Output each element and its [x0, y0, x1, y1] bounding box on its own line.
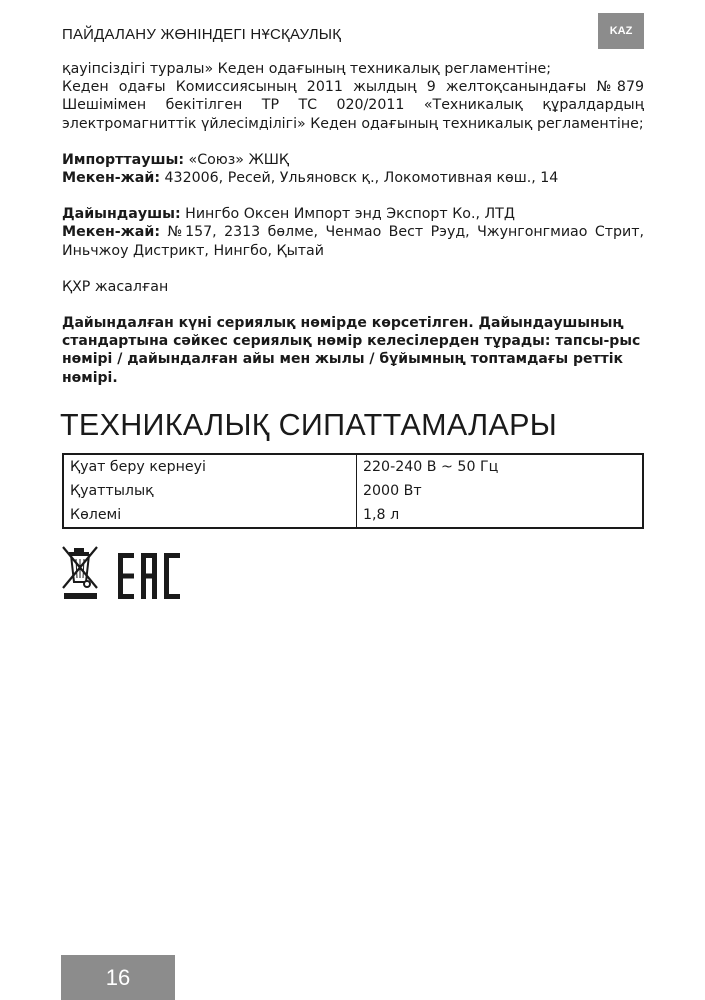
made-in-text: ҚХР жасалған: [62, 278, 169, 295]
specs-table: [62, 453, 644, 529]
importer-value: «Союз» ЖШҚ: [184, 151, 289, 168]
eac-mark-icon: [118, 553, 180, 599]
manufacturer-address-value: №157, 2313 бөлме, Ченмао Вест Рэуд, Чжунгонгмиао Стрит, Иньчжоу Дистрикт, Нингбо, Қытай: [62, 224, 644, 259]
importer-address-label: Мекен-жай:: [62, 170, 160, 187]
manufacturer-value: Нингбо Оксен Импорт энд Экспорт Ко., ЛТД: [180, 206, 515, 223]
intro-line-1: қауіпсіздігі туралы» Кеден одағының техникалық регламентіне;: [62, 61, 552, 77]
page-number: 16: [61, 955, 175, 1000]
table-row: [63, 454, 643, 479]
manufacturer-address-label: Мекен-жай:: [62, 224, 160, 241]
page-header-title: ПАЙДАЛАНУ ЖӨНІНДЕГІ НҰСҚАУЛЫҚ: [62, 26, 342, 43]
crossed-out-wheelie-bin-icon: [63, 547, 97, 599]
importer-line: [62, 151, 644, 169]
document-body: [62, 60, 644, 387]
intro-line-2: Кеден одағы Комиссиясының 2011 жылдың 9 желтоқсанындағы №879 Шешімімен бекітілген ТР ТС 020/2011 «Техникалық құралдардың электромагниттік үйлесімділігі» Кеден одағының техникалық регламентіне;: [62, 79, 644, 132]
certification-icons: [60, 544, 180, 608]
importer-address-line: [62, 169, 644, 187]
manufacturer-label: Дайындаушы:: [62, 206, 181, 223]
importer-label: Импорттаушы:: [62, 151, 185, 168]
spec-value: 220-240 В ~ 50 Гц: [363, 459, 499, 475]
specs-section-title: ТЕХНИКАЛЫҚ СИПАТТАМАЛАРЫ: [60, 408, 558, 442]
manufacturer-line: [62, 205, 644, 223]
spec-value: 1,8 л: [363, 507, 400, 523]
spec-label: Қуат беру кернеуі: [63, 454, 357, 479]
spec-label: Қуаттылық: [63, 479, 357, 503]
manufacturer-address-line: [62, 223, 644, 259]
language-badge: KAZ: [598, 13, 644, 49]
spec-label: Көлемі: [63, 503, 357, 528]
importer-address-value: 432006, Ресей, Ульяновск қ., Локомотивная көш., 14: [160, 170, 559, 187]
table-row: [63, 479, 643, 503]
serial-number-notice: Дайындалған күні сериялық нөмірде көрсетілген. Дайындаушының стандартына сәйкес сериялық нөмір келесілерден тұрады: тапсы-рыс нөмірі / дайындалған айы мен жылы / бұйымның топтамдағы реттік нөмірі.: [62, 315, 641, 386]
spec-value: 2000 Вт: [363, 483, 422, 499]
table-row: [63, 503, 643, 528]
